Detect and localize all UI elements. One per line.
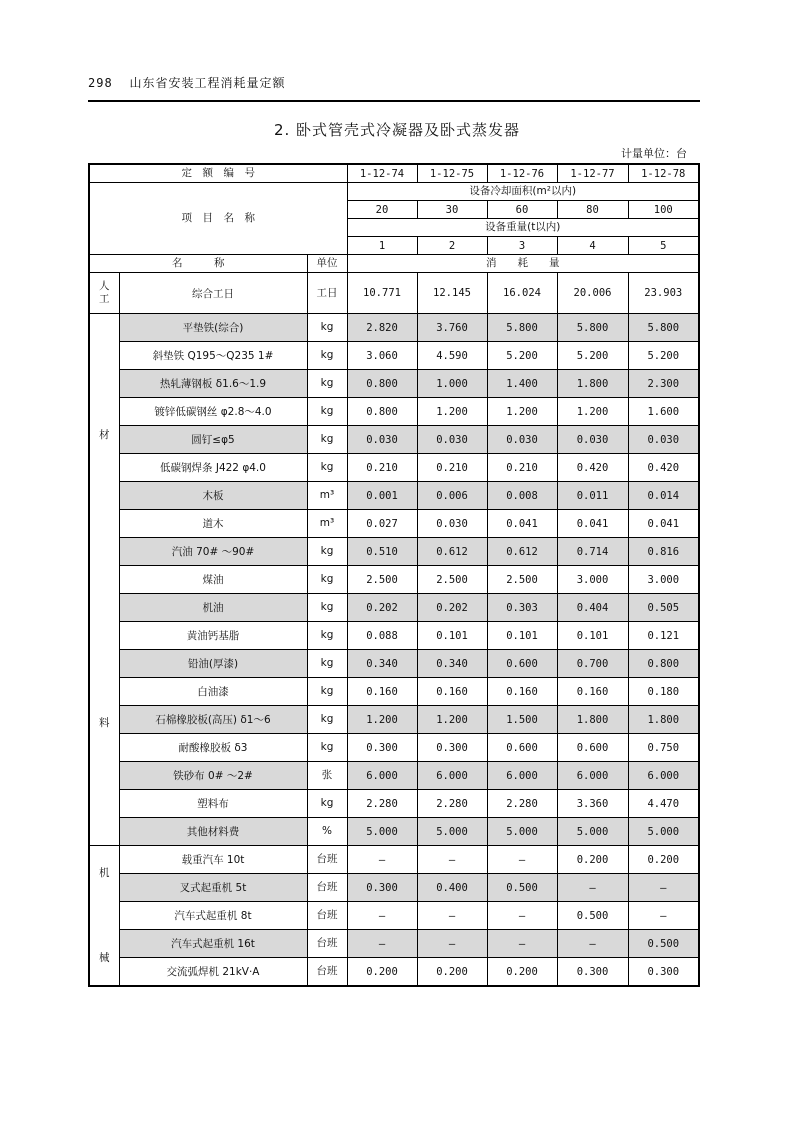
item-value: 0.500: [628, 930, 699, 958]
item-value: 0.300: [417, 734, 487, 762]
item-value: 6.000: [628, 762, 699, 790]
item-value: 10.771: [347, 273, 417, 314]
item-value: 0.210: [417, 454, 487, 482]
item-value: 2.500: [417, 566, 487, 594]
item-unit: 台班: [307, 846, 347, 874]
item-value: 5.000: [347, 818, 417, 846]
item-value: 1.200: [417, 706, 487, 734]
material-row: [89, 678, 699, 706]
item-unit: kg: [307, 734, 347, 762]
item-value: 0.121: [628, 622, 699, 650]
item-value: 0.030: [347, 426, 417, 454]
item-value: 3.060: [347, 342, 417, 370]
item-value: 0.612: [417, 538, 487, 566]
item-value: 0.612: [487, 538, 557, 566]
item-value: 0.300: [628, 958, 699, 987]
item-name: 汽车式起重机 16t: [119, 930, 307, 958]
item-value: 6.000: [347, 762, 417, 790]
item-name: 汽油 70# ～90#: [119, 538, 307, 566]
item-name: 铅油(厚漆): [119, 650, 307, 678]
category-text: 人工: [99, 280, 110, 305]
item-name: 斜垫铁 Q195～Q235 1#: [119, 342, 307, 370]
item-value: 2.820: [347, 314, 417, 342]
weight-value: 5: [628, 237, 699, 255]
category-text-top: 机: [99, 866, 110, 879]
item-name: 载重汽车 10t: [119, 846, 307, 874]
item-name: 黄油钙基脂: [119, 622, 307, 650]
item-value: 5.200: [487, 342, 557, 370]
item-value: 0.300: [347, 874, 417, 902]
item-unit: 工日: [307, 273, 347, 314]
material-row: [89, 734, 699, 762]
area-value: 80: [557, 201, 628, 219]
item-value: —: [557, 874, 628, 902]
item-value: 0.160: [417, 678, 487, 706]
machinery-row: [89, 930, 699, 958]
weight-value: 2: [417, 237, 487, 255]
item-value: 2.500: [487, 566, 557, 594]
item-value: 0.510: [347, 538, 417, 566]
item-value: 0.041: [628, 510, 699, 538]
quota-table: [88, 163, 700, 987]
column-unit-header: 单位: [307, 255, 347, 273]
item-name: 叉式起重机 5t: [119, 874, 307, 902]
item-value: 23.903: [628, 273, 699, 314]
item-value: 0.101: [557, 622, 628, 650]
item-name: 铁砂布 0# ～2#: [119, 762, 307, 790]
item-value: 5.200: [557, 342, 628, 370]
item-name: 汽车式起重机 8t: [119, 902, 307, 930]
column-name-header: 名 称: [89, 255, 307, 273]
machinery-row: [89, 846, 699, 874]
item-unit: kg: [307, 594, 347, 622]
item-name: 平垫铁(综合): [119, 314, 307, 342]
quota-code: 1-12-74: [347, 164, 417, 183]
running-header: [88, 74, 286, 91]
item-value: 1.200: [557, 398, 628, 426]
item-value: 0.500: [557, 902, 628, 930]
material-row: [89, 790, 699, 818]
material-row: [89, 622, 699, 650]
item-unit: kg: [307, 790, 347, 818]
material-row: [89, 538, 699, 566]
category-text-bottom: 械: [99, 951, 110, 964]
item-unit: kg: [307, 426, 347, 454]
item-unit: kg: [307, 566, 347, 594]
area-value: 60: [487, 201, 557, 219]
item-value: 0.300: [557, 958, 628, 987]
material-row: [89, 398, 699, 426]
machinery-row: [89, 958, 699, 987]
category-label: [89, 273, 119, 314]
item-value: 0.600: [557, 734, 628, 762]
item-unit: m³: [307, 510, 347, 538]
item-name: 其他材料费: [119, 818, 307, 846]
item-value: 3.000: [628, 566, 699, 594]
item-value: —: [417, 902, 487, 930]
item-value: —: [347, 902, 417, 930]
item-value: 0.202: [347, 594, 417, 622]
header-rule: [88, 100, 700, 102]
item-unit: kg: [307, 650, 347, 678]
material-row: [89, 342, 699, 370]
column-consumption-header: 消 耗 量: [347, 255, 699, 273]
weight-value: 3: [487, 237, 557, 255]
item-value: 0.400: [417, 874, 487, 902]
item-value: 2.280: [487, 790, 557, 818]
item-name: 耐酸橡胶板 δ3: [119, 734, 307, 762]
item-unit: kg: [307, 314, 347, 342]
quota-code: 1-12-76: [487, 164, 557, 183]
item-name: 热轧薄钢板 δ1.6～1.9: [119, 370, 307, 398]
item-unit: kg: [307, 342, 347, 370]
item-unit: kg: [307, 622, 347, 650]
item-value: 0.030: [417, 510, 487, 538]
item-value: 0.600: [487, 650, 557, 678]
material-row: [89, 314, 699, 342]
item-unit: kg: [307, 538, 347, 566]
item-value: 0.420: [557, 454, 628, 482]
item-value: 6.000: [417, 762, 487, 790]
category-gap: [93, 442, 116, 718]
section-title: 2. 卧式管壳式冷凝器及卧式蒸发器: [273, 121, 521, 139]
item-unit: kg: [307, 706, 347, 734]
item-value: 0.200: [487, 958, 557, 987]
item-name: 机油: [119, 594, 307, 622]
item-unit: 台班: [307, 902, 347, 930]
material-row: [89, 594, 699, 622]
item-unit: m³: [307, 482, 347, 510]
item-value: 0.404: [557, 594, 628, 622]
item-value: 0.200: [628, 846, 699, 874]
item-value: 0.006: [417, 482, 487, 510]
labor-row: [89, 273, 699, 314]
material-row: [89, 482, 699, 510]
item-value: 0.816: [628, 538, 699, 566]
quota-code: 1-12-78: [628, 164, 699, 183]
item-value: 1.800: [557, 370, 628, 398]
machinery-row: [89, 902, 699, 930]
item-value: 20.006: [557, 273, 628, 314]
item-unit: 台班: [307, 874, 347, 902]
item-value: 1.000: [417, 370, 487, 398]
item-value: 0.014: [628, 482, 699, 510]
item-value: 1.400: [487, 370, 557, 398]
item-name: 综合工日: [119, 273, 307, 314]
item-value: —: [628, 902, 699, 930]
item-name: 圆钉≤φ5: [119, 426, 307, 454]
item-value: 0.750: [628, 734, 699, 762]
category-label: [89, 846, 119, 987]
item-value: 1.800: [557, 706, 628, 734]
quota-code-label: 定 额 编 号: [89, 164, 347, 183]
item-value: 0.200: [347, 958, 417, 987]
item-value: 0.160: [347, 678, 417, 706]
item-value: 1.200: [417, 398, 487, 426]
item-name: 道木: [119, 510, 307, 538]
material-row: [89, 426, 699, 454]
item-value: 0.505: [628, 594, 699, 622]
item-value: —: [347, 846, 417, 874]
item-value: —: [628, 874, 699, 902]
item-value: 5.800: [487, 314, 557, 342]
item-value: 2.500: [347, 566, 417, 594]
item-value: 5.800: [557, 314, 628, 342]
item-value: —: [417, 930, 487, 958]
item-value: 12.145: [417, 273, 487, 314]
machinery-row: [89, 874, 699, 902]
item-value: 0.030: [628, 426, 699, 454]
item-name: 煤油: [119, 566, 307, 594]
item-value: 4.590: [417, 342, 487, 370]
item-value: 5.800: [628, 314, 699, 342]
item-value: 0.200: [557, 846, 628, 874]
item-name: 石棉橡胶板(高压) δ1～6: [119, 706, 307, 734]
item-value: 0.011: [557, 482, 628, 510]
item-value: 6.000: [557, 762, 628, 790]
item-value: 1.500: [487, 706, 557, 734]
item-name: 低碳钢焊条 J422 φ4.0: [119, 454, 307, 482]
item-name: 镀锌低碳钢丝 φ2.8～4.0: [119, 398, 307, 426]
item-value: 0.800: [347, 370, 417, 398]
item-value: 5.000: [417, 818, 487, 846]
item-value: 0.001: [347, 482, 417, 510]
weight-value: 1: [347, 237, 417, 255]
item-value: 0.700: [557, 650, 628, 678]
area-value: 100: [628, 201, 699, 219]
area-value: 20: [347, 201, 417, 219]
item-value: 0.303: [487, 594, 557, 622]
item-unit: kg: [307, 370, 347, 398]
quota-code: 1-12-77: [557, 164, 628, 183]
book-title: 山东省安装工程消耗量定额: [129, 76, 286, 90]
item-value: 5.000: [487, 818, 557, 846]
material-row: [89, 566, 699, 594]
item-value: —: [487, 846, 557, 874]
item-value: 5.200: [628, 342, 699, 370]
item-value: 3.760: [417, 314, 487, 342]
item-value: 1.200: [487, 398, 557, 426]
material-row: [89, 818, 699, 846]
item-value: 0.210: [487, 454, 557, 482]
item-value: 0.800: [628, 650, 699, 678]
item-value: 0.027: [347, 510, 417, 538]
item-value: 0.008: [487, 482, 557, 510]
item-name: 木板: [119, 482, 307, 510]
item-value: 6.000: [487, 762, 557, 790]
item-value: 0.500: [487, 874, 557, 902]
weight-label: 设备重量(t以内): [347, 219, 699, 237]
material-row: [89, 650, 699, 678]
area-label: 设备冷却面积(m²以内): [347, 183, 699, 201]
category-label: [89, 314, 119, 846]
category-text-bottom: 料: [99, 717, 110, 730]
item-value: 1.200: [347, 706, 417, 734]
page-number: 298: [88, 76, 113, 90]
item-value: 0.041: [557, 510, 628, 538]
item-value: 0.200: [417, 958, 487, 987]
item-value: 0.714: [557, 538, 628, 566]
item-value: 0.300: [347, 734, 417, 762]
item-value: 2.300: [628, 370, 699, 398]
item-value: 0.101: [487, 622, 557, 650]
item-value: 0.600: [487, 734, 557, 762]
item-name: 白油漆: [119, 678, 307, 706]
item-value: 2.280: [347, 790, 417, 818]
item-value: —: [487, 930, 557, 958]
item-value: 0.160: [487, 678, 557, 706]
item-value: 0.030: [417, 426, 487, 454]
item-value: —: [487, 902, 557, 930]
item-value: 3.000: [557, 566, 628, 594]
item-value: —: [557, 930, 628, 958]
item-value: 0.420: [628, 454, 699, 482]
item-value: 0.202: [417, 594, 487, 622]
item-unit: 台班: [307, 958, 347, 987]
item-unit: 台班: [307, 930, 347, 958]
item-value: 0.088: [347, 622, 417, 650]
item-value: 5.000: [557, 818, 628, 846]
item-value: 2.280: [417, 790, 487, 818]
item-value: 0.101: [417, 622, 487, 650]
category-text-top: 材: [99, 429, 110, 442]
item-value: 1.800: [628, 706, 699, 734]
category-gap: [93, 879, 116, 952]
item-value: 0.030: [557, 426, 628, 454]
unit-label: 计量单位：台: [621, 147, 687, 160]
item-value: —: [417, 846, 487, 874]
item-unit: 张: [307, 762, 347, 790]
material-row: [89, 454, 699, 482]
item-value: 4.470: [628, 790, 699, 818]
material-row: [89, 370, 699, 398]
item-value: —: [347, 930, 417, 958]
item-unit: kg: [307, 398, 347, 426]
material-row: [89, 706, 699, 734]
quota-code: 1-12-75: [417, 164, 487, 183]
item-unit: %: [307, 818, 347, 846]
item-value: 0.041: [487, 510, 557, 538]
item-unit: kg: [307, 678, 347, 706]
item-value: 0.800: [347, 398, 417, 426]
material-row: [89, 762, 699, 790]
item-value: 0.160: [557, 678, 628, 706]
material-row: [89, 510, 699, 538]
item-value: 0.030: [487, 426, 557, 454]
item-value: 0.340: [417, 650, 487, 678]
item-name-label: 项 目 名 称: [89, 183, 347, 255]
weight-value: 4: [557, 237, 628, 255]
item-value: 16.024: [487, 273, 557, 314]
item-value: 0.210: [347, 454, 417, 482]
item-value: 1.600: [628, 398, 699, 426]
item-unit: kg: [307, 454, 347, 482]
area-value: 30: [417, 201, 487, 219]
item-value: 0.340: [347, 650, 417, 678]
item-value: 5.000: [628, 818, 699, 846]
item-name: 塑料布: [119, 790, 307, 818]
item-value: 0.180: [628, 678, 699, 706]
item-value: 3.360: [557, 790, 628, 818]
item-name: 交流弧焊机 21kV·A: [119, 958, 307, 987]
